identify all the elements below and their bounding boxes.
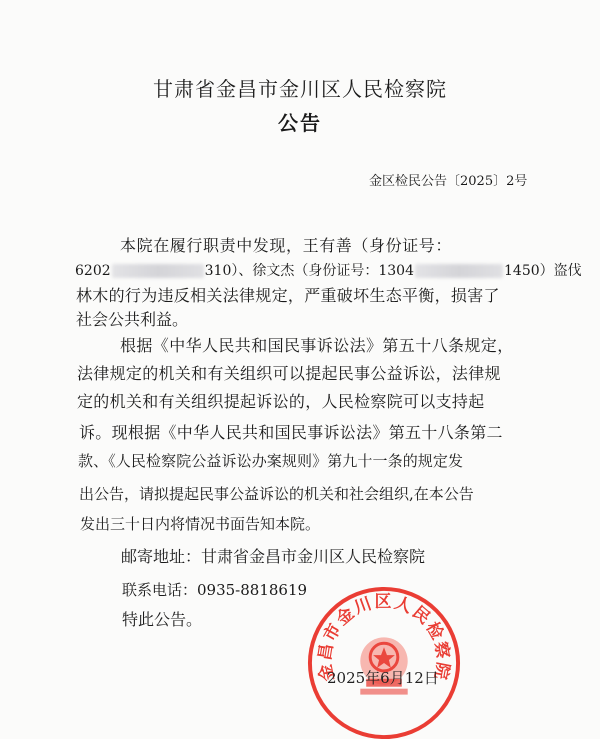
closing-text: 特此公告。: [122, 610, 203, 629]
redaction-block: [415, 264, 503, 278]
body-line: 林木的行为违反相关法律规定，严重破坏生态平衡，损害了: [76, 286, 500, 305]
id-text-2: 310）、徐文杰（身份证号：1304: [204, 263, 414, 279]
body-line: 定的机关和有关组织提起诉讼的，人民检察院可以支持起: [77, 392, 485, 411]
redaction-block: [112, 264, 204, 278]
body-line: 出公告，请拟提起民事公益诉讼的机关和社会组织,在本公告: [79, 485, 474, 503]
seal-text: 金昌市金川区人民检察院: [314, 591, 454, 684]
contact-phone: 联系电话：0935-8818619: [122, 581, 308, 599]
page-title: 公告: [278, 111, 322, 135]
id-prefix-1: 6202: [75, 263, 111, 279]
document-number: 金区检民公告〔2025〕2号: [369, 174, 528, 189]
body-line: 本院在履行职责中发现，王有善（身份证号：: [120, 236, 453, 255]
body-line: 根据《中华人民共和国民事诉讼法》第五十八条规定，: [120, 336, 514, 355]
body-line: 发出三十日内将情况书面告知本院。: [80, 515, 321, 533]
body-line: 款、《人民检察院公益诉讼办案规则》第九十一条的规定发: [78, 452, 464, 470]
official-seal: [305, 584, 463, 742]
body-line: 诉。现根据《中华人民共和国民事诉讼法》第五十八条第二: [79, 423, 503, 442]
mailing-address: 邮寄地址：甘肃省金昌市金川区人民检察院: [121, 547, 426, 566]
org-name: 甘肃省金昌市金川区人民检察院: [153, 77, 447, 101]
notice-date: 2025年6月12日: [327, 669, 439, 687]
body-line: 法律规定的机关和有关组织可以提起民事公益诉讼，法律规: [77, 364, 501, 383]
id-text-3: 1450）盗伐: [504, 263, 582, 279]
body-line: 社会公共利益。: [76, 310, 189, 329]
id-line: [75, 261, 582, 281]
